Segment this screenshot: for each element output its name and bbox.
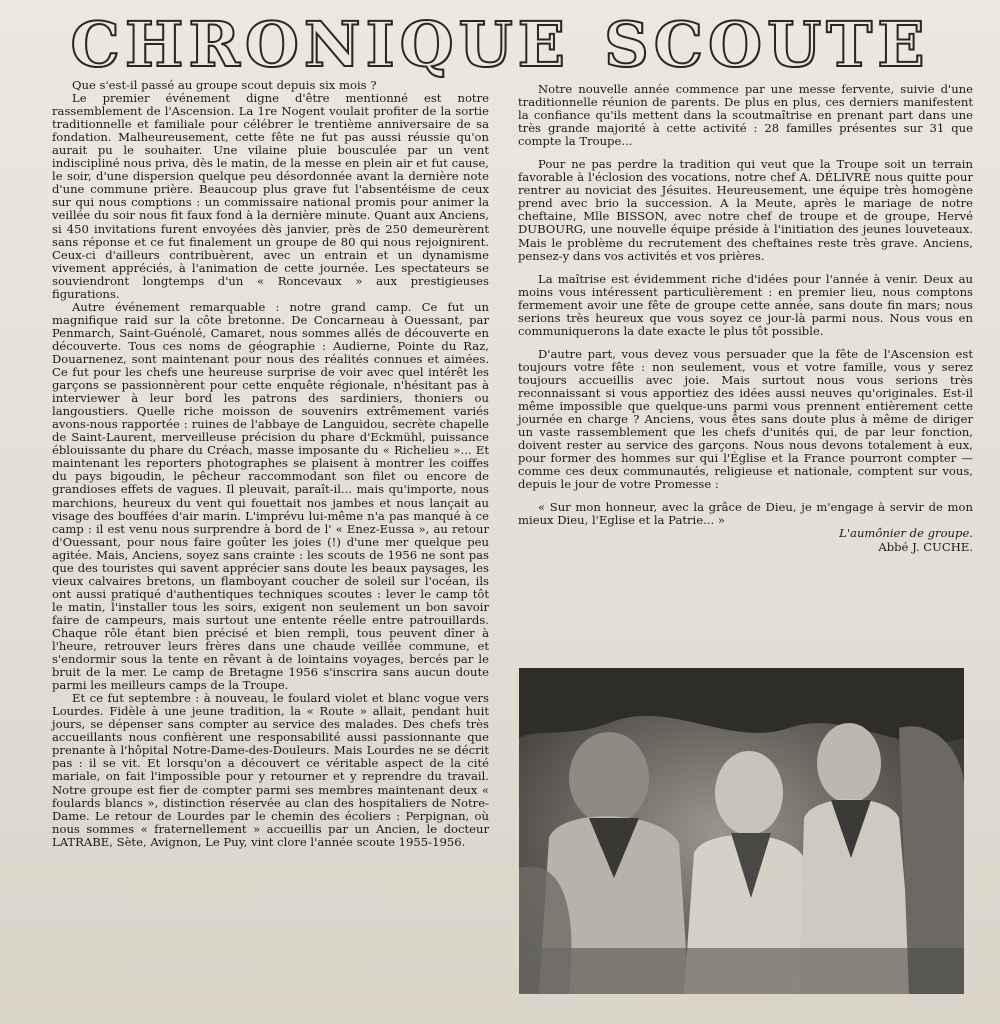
article-paragraph: Que s'est-il passé au groupe scout depuis six mois ? xyxy=(72,78,377,92)
title-word-1: CHRONIQUE xyxy=(70,8,570,81)
title-word-2: SCOUTE xyxy=(603,8,930,81)
article-paragraph: Autre événement remarquable : notre grand camp. Ce fut un magnifique raid sur la côte bretonne. De Concarneau à Ouessant, par Penmarch, Saint-Guénolé, Camaret, nous sommes allés de découverte en découverte. Tous ces noms de géographie : Audierne, Pointe du Raz, Douarnenez, sont maintenant pour nous des réalités connues et aimées. Ce fut pour les chefs une heureuse surprise de voir avec quel intérêt les garçons se passionnèrent pour cette enquête régionale, n'hésitant pas à interviewer à leur bord les patrons des sardiniers, thoniers ou langoustiers. Quelle riche moisson de souvenirs extrêmement variés avons-nous rapportée : ruines de l'abbaye de Languidou, secrète chapelle de Saint-Laurent, merveilleuse précision du phare d'Eckmühl, puissance éblouissante du phare du Créach, masse imposante du « Richelieu »... Et maintenant les reporters photographes se plaisent à montrer les coiffes du pays bigoudin, le pêcheur raccommodant son filet ou encore de grandioses effets de vagues. Il pleuvait, paraît-il... mais qu'importe, nous marchions, heureux du vent qui fouettait nos jambes et nous lançait au visage des bouffées d'air marin. L'imprévu lui-même n'a pas manqué à ce camp : il est venu nous surprendre à bord de l' « Enez-Eussa », au retour d'Ouessant, pour nous faire goûter les joies (!) d'une mer quelque peu agitée. Mais, Anciens, soyez sans crainte : les scouts de 1956 ne sont pas que des touristes qui savent apprécier sans doute les beaux paysages, les vieux calvaires bretons, un flamboyant coucher de soleil sur l'océan, ils ont aussi pratiqué d'authentiques techniques scoutes : lever le camp tôt le matin, l'installer tous les soirs, exigent non seulement un bon savoir faire de campeurs, mais surtout une entente réelle entre patrouillards. Chaque rôle étant bien précisé et bien rempli, tous peuvent dîner à l'heure, retrouver leurs frères dans une chaude veillée commune, et s'endormir sous la tente en rêvant à de lointains voyages, bercés par le bruit de la mer. Le camp de Bretagne 1956 s'inscrira sans aucun doute parmi les meilleurs camps de la Troupe. xyxy=(52,299,489,693)
article-paragraph: Et ce fut septembre : à nouveau, le foulard violet et blanc vogue vers Lourdes. Fidèle à une jeune tradition, la « Route » allait, pendant huit jours, se dépenser sans compter au service des malades. Des chefs très accueillants nous confièrent une responsabilité aussi passionnante que prenante à l'hôpital Notre-Dame-des-Douleurs. Mais Lourdes ne se décrit pas : il se vit. Et lorsqu'on a découvert ce véritable aspect de la cité mariale, on fait l'impossible pour y retourner et y reprendre du travail. Notre groupe est fier de compter parmi ses membres maintenant deux « foulards blancs », distinction réservée au clan des hospitaliers de Notre-Dame. Le retour de Lourdes par le chemin des écoliers : Perpignan, où nous sommes « fraternellement » accueillis par un Ancien, le docteur LATRABE, Sète, Avignon, Le Puy, vint clore l'année scoute 1955-1956. xyxy=(52,691,489,849)
left-column xyxy=(52,79,489,849)
article-paragraph: Le premier événement digne d'être mentionné est notre rassemblement de l'Ascension. La 1re Nogent voulait profiter de la sortie traditionnelle et familiale pour célébrer le trentième anniversaire de sa fondation. Malheureusement, cette fête ne fut pas aussi réussie qu'on aurait pu le souhaiter. Une vilaine pluie bousculée par un vent indiscipliné nous priva, dès le matin, de la messe en plein air et fut cause, le soir, d'une dispersion quelque peu désordonnée avant la dernière note d'une commune prière. Beaucoup plus grave fut l'absentéisme de ceux sur qui nous comptions : un commissaire national promis pour animer la veillée du soir nous fit faux fond à la dernière minute. Quant aux Anciens, si 450 invitations furent envoyées dès janvier, près de 250 demeurèrent sans réponse et ce fut finalement un groupe de 80 qui nous rejoignirent. Ceux-ci d'ailleurs contribuèrent, avec un entrain et un dynamisme vivement appréciés, à l'animation de cette journée. Les spectateurs se souviendront longtemps d'un « Roncevaux » aux prestigieuses figurations. xyxy=(52,91,489,301)
signature-role: L'aumônier de groupe. xyxy=(839,526,973,541)
right-column xyxy=(518,83,973,554)
scouts-photo-image xyxy=(519,668,964,994)
page-title xyxy=(0,8,1000,81)
scouts-photo xyxy=(519,668,964,994)
article-paragraph: D'autre part, vous devez vous persuader que la fête de l'Ascension est toujours votre fête : non seulement, vous et votre famille, vous y serez toujours accueillis avec joie. Mais surtout nous vous serions très reconnaissant si vous apportiez des idées aussi neuves qu'originales. Est-il même impossible que quelque-uns parmi vous prennent entièrement cette journée en charge ? Anciens, vous êtes sans doute plus à même de diriger un vaste rassemblement que les chefs d'unités qui, de par leur fonction, doivent rester au service des garçons. Nous nous devons totalement à eux, pour former des hommes sur qui l'Église et la France pourront compter — comme ces deux communautés, religieuse et nationale, comptent sur vous, depuis le jour de votre Promesse : xyxy=(518,346,973,492)
article-paragraph: La maîtrise est évidemment riche d'idées pour l'année à venir. Deux au moins vous intéressent particulièrement : en premier lieu, nous comptons fermement avoir une fête de groupe cette année, sans doute fin mars; nous serions très heureux que vous soyez ce jour-là parmi nous. Nous vous en communiquerons la date exacte le plus tôt possible. xyxy=(518,271,973,338)
article-paragraph: Notre nouvelle année commence par une messe fervente, suivie d'une traditionnelle réunion de parents. De plus en plus, ces derniers manifestent la confiance qu'ils mettent dans la scoutmaîtrise en prenant part dans une très grande majorité à cette activité : 28 familles présentes sur 31 que compte la Troupe... xyxy=(518,82,973,149)
promise-quote: « Sur mon honneur, avec la grâce de Dieu, je m'engage à servir de mon mieux Dieu, l'Eglise et la Patrie... » xyxy=(518,500,973,528)
signature-name: Abbé J. CUCHE. xyxy=(878,539,973,554)
article-paragraph: Pour ne pas perdre la tradition qui veut que la Troupe soit un terrain favorable à l'éclosion des vocations, notre chef A. DÉLIVRÉ nous quitte pour rentrer au noviciat des Jésuites. Heureusement, une équipe très homogène prend avec brio la succession. A la Meute, après le mariage de notre cheftaine, Mlle BISSON, avec notre chef de troupe et de groupe, Hervé DUBOURG, une nouvelle équipe préside à l'initiation des jeunes louveteaux. Mais le problème du recrutement des cheftaines reste très grave. Anciens, pensez-y dans vos activités et vos prières. xyxy=(518,157,973,263)
